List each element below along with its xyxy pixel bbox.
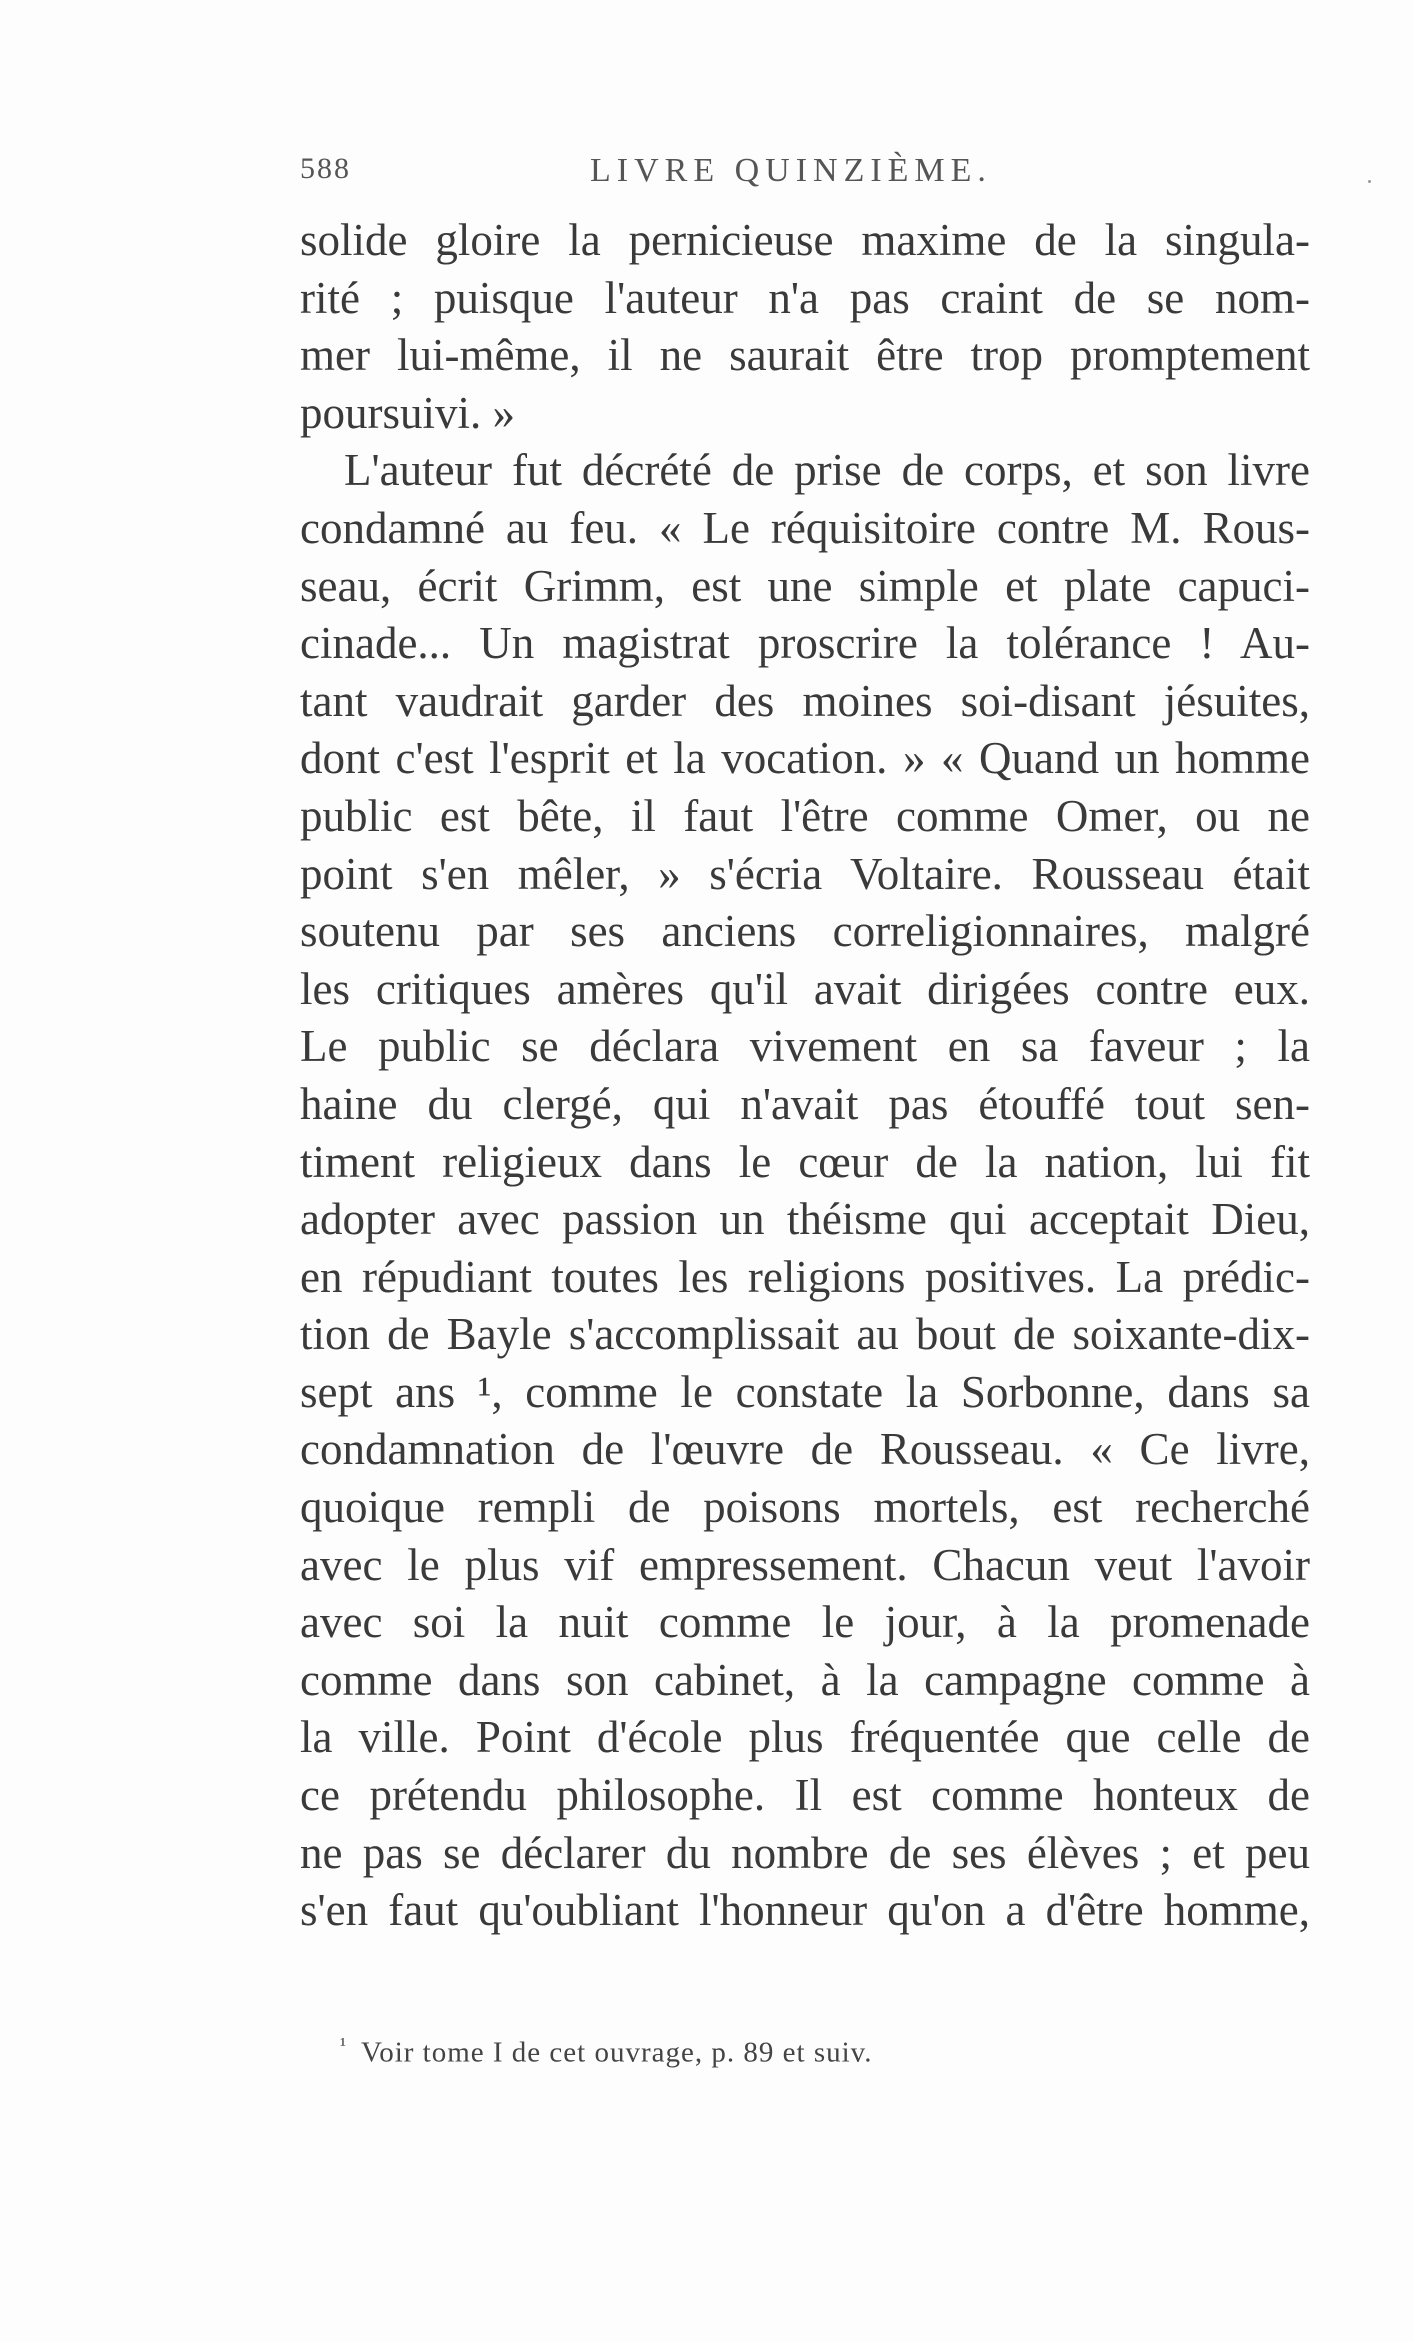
text-line: tant vaudrait garder des moines soi-disant jésuites, — [300, 675, 1310, 726]
text-line: haine du clergé, qui n'avait pas étouffé tout sen- — [300, 1078, 1310, 1129]
text-line: tion de Bayle s'accomplissait au bout de soixante-dix- — [300, 1309, 1310, 1360]
text-line: dont c'est l'esprit et la vocation. » « Quand un homme — [300, 733, 1310, 784]
running-title: LIVRE QUINZIÈME. — [590, 152, 992, 189]
text-line: comme dans son cabinet, à la campagne comme à — [300, 1654, 1310, 1705]
text-line: adopter avec passion un théisme qui acceptait Dieu, — [300, 1194, 1310, 1245]
text-line: point s'en mêler, » s'écria Voltaire. Rousseau était — [300, 848, 1310, 899]
text-line: sept ans ¹, comme le constate la Sorbonne, dans sa — [300, 1366, 1310, 1417]
text-line: cinade... Un magistrat proscrire la tolérance ! Au- — [300, 618, 1310, 669]
text-line: les critiques amères qu'il avait dirigées contre eux. — [300, 963, 1310, 1014]
text-line: timent religieux dans le cœur de la nation, lui fit — [300, 1136, 1310, 1187]
text-line: en répudiant toutes les religions positives. La prédic- — [300, 1251, 1310, 1302]
body-text — [300, 212, 1310, 1940]
text-line: Le public se déclara vivement en sa faveur ; la — [300, 1021, 1310, 1072]
paper-speck — [1368, 180, 1371, 183]
text-line: condamné au feu. « Le réquisitoire contre M. Rous- — [300, 502, 1310, 553]
text-line: condamnation de l'œuvre de Rousseau. « Ce livre, — [300, 1424, 1310, 1475]
page-number: 588 — [300, 152, 351, 185]
text-line: ce prétendu philosophe. Il est comme honteux de — [300, 1770, 1310, 1821]
text-line: ne pas se déclarer du nombre de ses élèves ; et peu — [300, 1827, 1310, 1878]
page-header — [300, 152, 1310, 192]
text-line: mer lui-même, il ne saurait être trop promptement — [300, 330, 1310, 381]
text-line: public est bête, il faut l'être comme Omer, ou ne — [300, 790, 1310, 841]
text-line: s'en faut qu'oubliant l'honneur qu'on a d'être homme, — [300, 1885, 1310, 1936]
footnote-marker: ¹ — [340, 2034, 347, 2056]
text-line: avec le plus vif empressement. Chacun veut l'avoir — [300, 1539, 1310, 1590]
text-line: la ville. Point d'école plus fréquentée que celle de — [300, 1712, 1310, 1763]
text-line: rité ; puisque l'auteur n'a pas craint de se nom- — [300, 272, 1310, 323]
text-line: soutenu par ses anciens correligionnaires, malgré — [300, 906, 1310, 957]
paragraph-first-line: L'auteur fut décrété de prise de corps, et son livre — [344, 445, 1310, 496]
text-line: avec soi la nuit comme le jour, à la promenade — [300, 1597, 1310, 1648]
text-line: seau, écrit Grimm, est une simple et plate capuci- — [300, 560, 1310, 611]
text-line: solide gloire la pernicieuse maxime de la singula- — [300, 215, 1310, 265]
footnote — [340, 2034, 1040, 2070]
text-line: poursuivi. » — [300, 387, 516, 438]
text-line: quoique rempli de poisons mortels, est recherché — [300, 1482, 1310, 1533]
footnote-text: Voir tome I de cet ouvrage, p. 89 et suiv. — [361, 2036, 873, 2069]
